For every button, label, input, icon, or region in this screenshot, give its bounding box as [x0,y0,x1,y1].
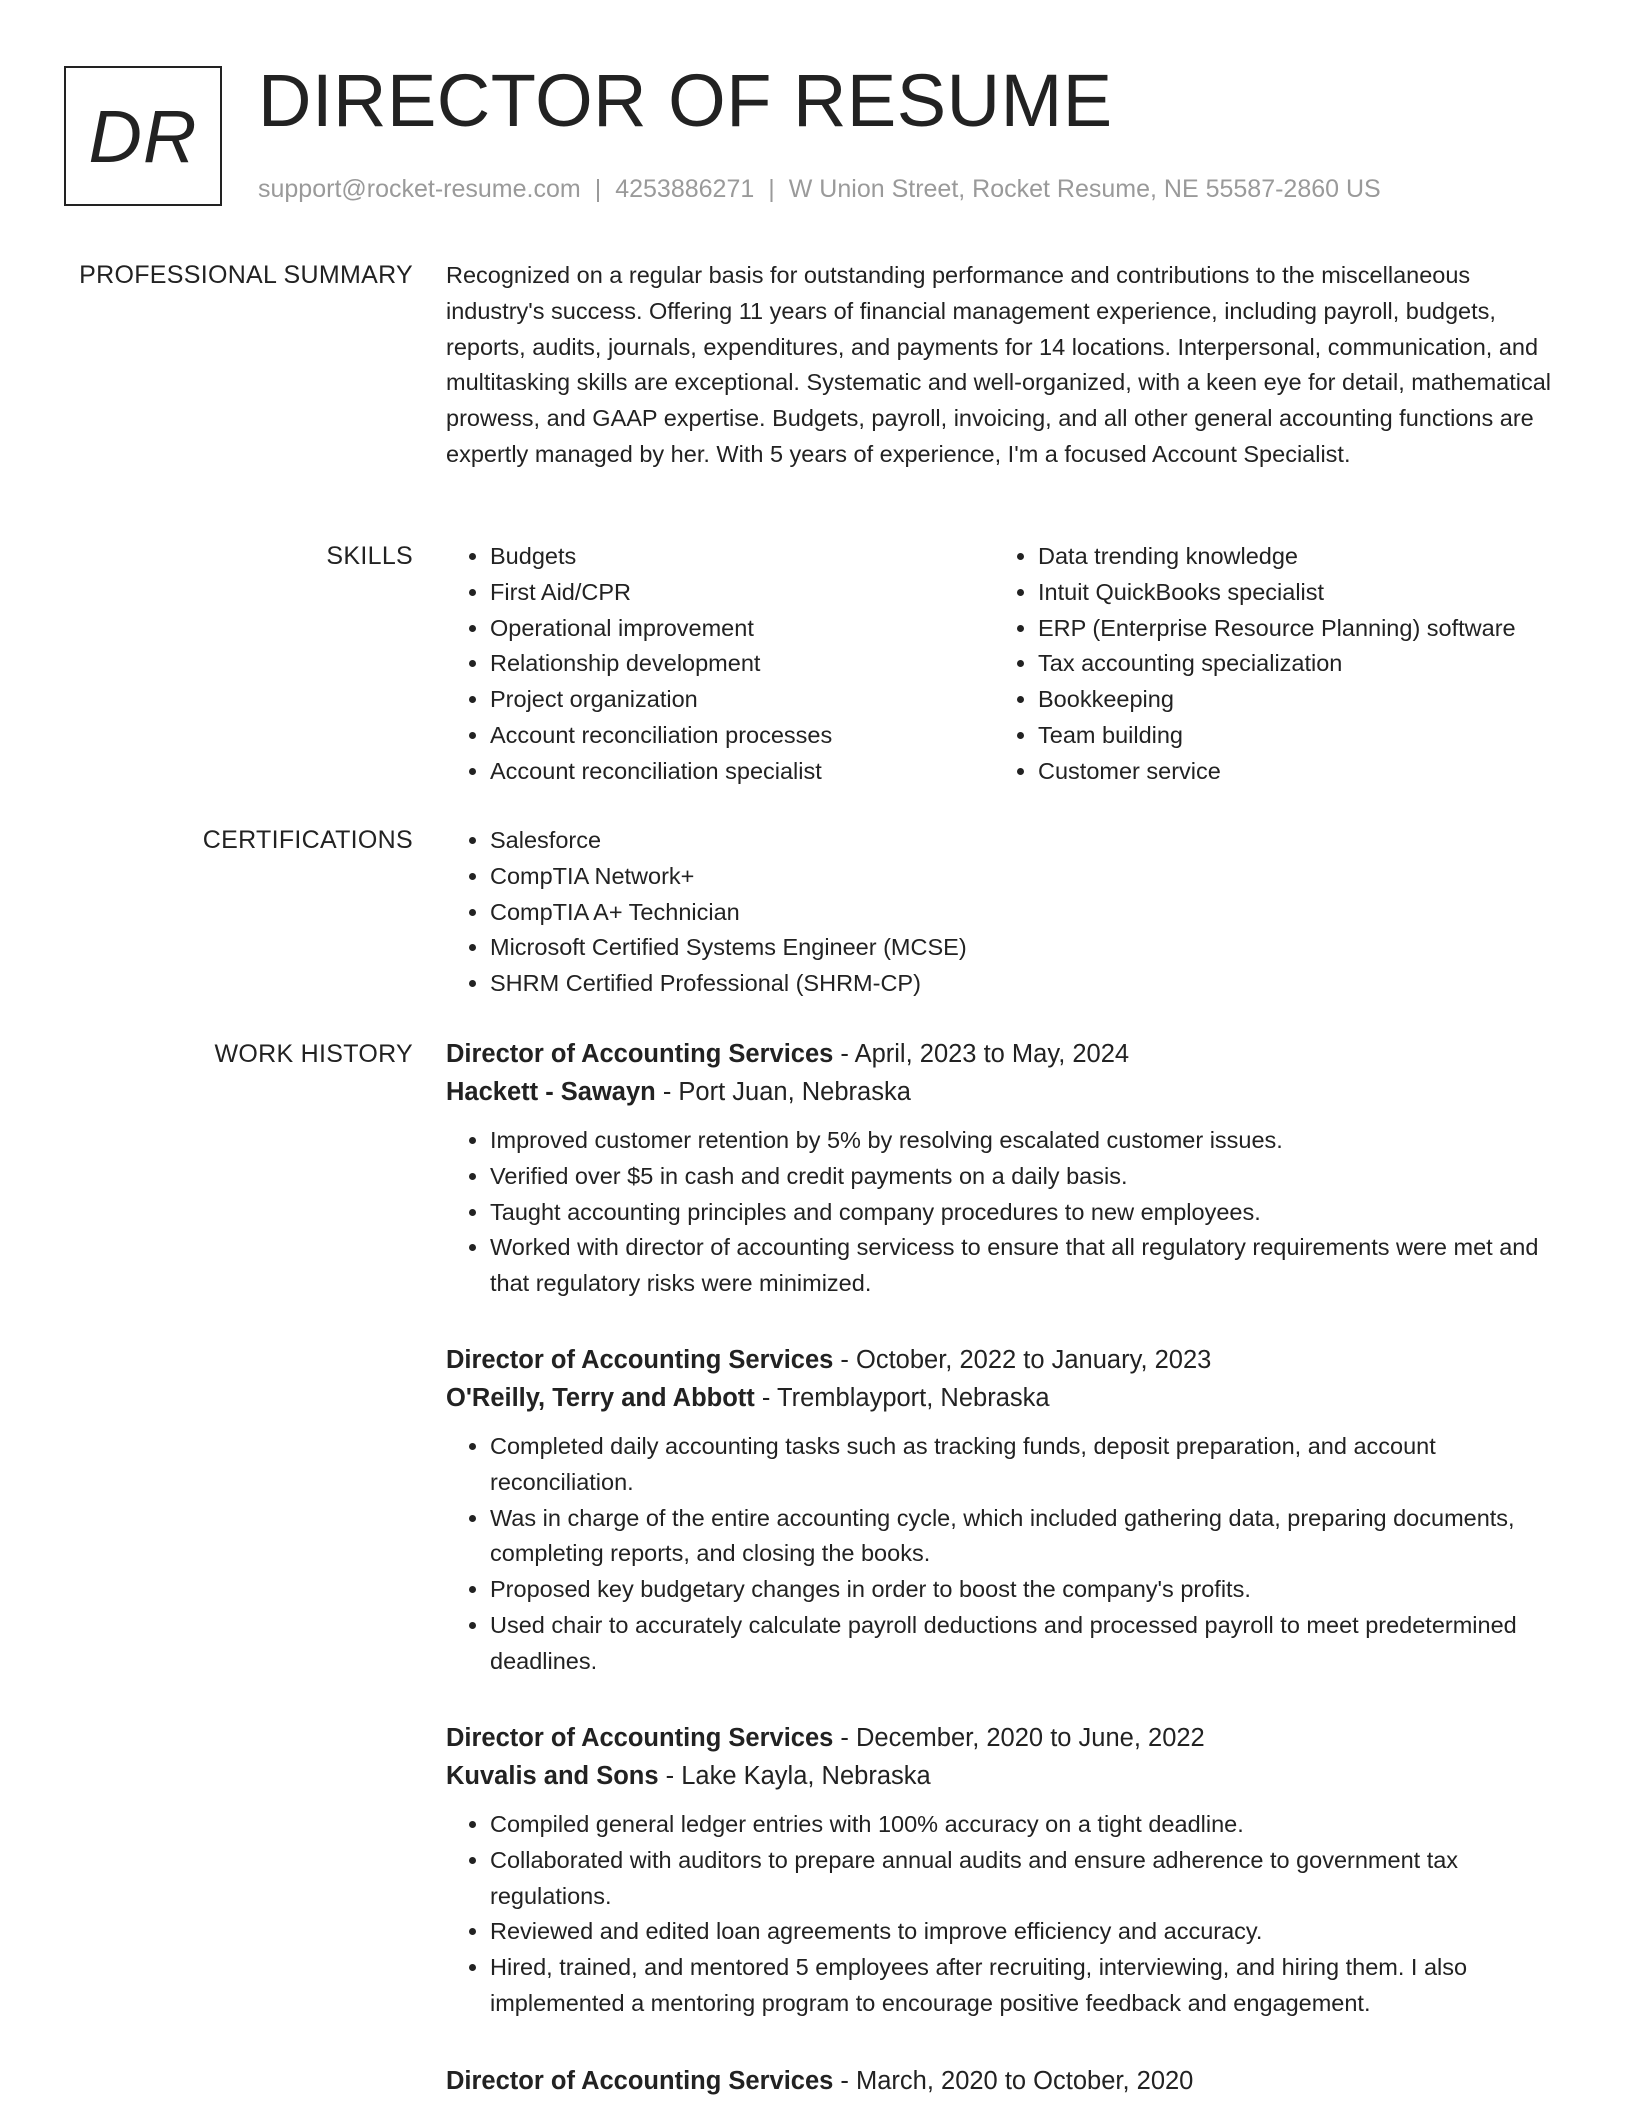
job-bullet: • Was in charge of the entire accounting cycle, which included gathering data, preparing documents, completing reports, and closing the books. [490,1501,1561,1573]
skills-list-left [446,539,994,790]
job-location: - Lake Kayla, Nebraska [658,1762,931,1790]
job-dates: - December, 2020 to June, 2022 [833,1724,1205,1752]
certifications-heading: CERTIFICATIONS [202,826,413,854]
certification-item: • CompTIA A+ Technician [490,895,1561,931]
job-entry [446,1035,1561,1302]
certification-item: • SHRM Certified Professional (SHRM-CP) [490,966,1561,1002]
skill-item: • Data trending knowledge [1038,539,1516,575]
certification-item: • Salesforce [490,823,1561,859]
summary-text: Recognized on a regular basis for outstanding performance and contributions to the miscellaneous industry's success. Offering 11 years of financial management experience, including payroll, budgets, reports, audits, journals, expenditures, and payments for 14 locations. Interpersonal, communication, and multitasking skills are exceptional. Systematic and well-organized, with a keen eye for detail, mathematical prowess, and GAAP expertise. Budgets, payroll, invoicing, and all other general accounting functions are expertly managed by her. With 5 years of experience, I'm a focused Account Specialist. [446,262,1552,467]
job-bullets [446,1123,1561,1302]
job-bullet: • Worked with director of accounting servicess to ensure that all regulatory requirements were met and that regulatory risks were minimized. [490,1230,1561,1302]
job-title-line [446,1719,1561,1757]
contact-separator: | [594,175,602,203]
skill-item: • Budgets [490,539,994,575]
certification-item: • Microsoft Certified Systems Engineer (MCSE) [490,930,1561,966]
job-dates: - March, 2020 to October, 2020 [833,2067,1194,2095]
contact-line [258,174,1381,204]
skills-heading: SKILLS [326,542,413,570]
job-bullet: • Completed daily accounting tasks such as tracking funds, deposit preparation, and account reconciliation. [490,1429,1561,1501]
contact-phone[interactable]: 4253886271 [615,175,755,203]
job-dates: - April, 2023 to May, 2024 [833,1040,1130,1068]
job-company: Kuvalis and Sons [446,1762,659,1790]
job-bullet: • Proposed key budgetary changes in order to boost the company's profits. [490,1572,1561,1608]
job-location: - Tremblayport, Nebraska [754,1384,1050,1412]
certification-item: • CompTIA Network+ [490,859,1561,895]
job-bullet: • Hired, trained, and mentored 5 employees after recruiting, interviewing, and hiring them. I also implemented a mentoring program to encourage positive feedback and engagement. [490,1950,1561,2022]
job-company: O'Reilly, Terry and Abbott [446,1384,755,1412]
job-company-line [446,1757,1561,1795]
skill-item: • Customer service [1038,754,1516,790]
job-location: - Port Juan, Nebraska [655,1078,911,1106]
skill-item: • Relationship development [490,646,994,682]
job-bullet: • Taught accounting principles and company procedures to new employees. [490,1195,1561,1231]
job-company-line [446,1073,1561,1111]
job-title: Director of Accounting Services [446,1346,834,1374]
job-company-line [446,1379,1561,1417]
contact-separator: | [768,175,775,203]
job-dates: - October, 2022 to January, 2023 [833,1346,1212,1374]
skill-item: • Team building [1038,718,1516,754]
contact-address: W Union Street, Rocket Resume, NE 55587-2860 US [788,175,1381,203]
skill-item: • Operational improvement [490,611,994,647]
job-title: Director of Accounting Services [446,2067,834,2095]
job-bullet: • Used chair to accurately calculate payroll deductions and processed payroll to meet predetermined deadlines. [490,1608,1561,1680]
skill-item: • Tax accounting specialization [1038,646,1516,682]
job-title: Director of Accounting Services [446,1040,834,1068]
job-bullet: • Collaborated with auditors to prepare annual audits and ensure adherence to government tax regulations. [490,1843,1561,1915]
skills-columns [446,539,1561,790]
certifications-body [446,823,1561,1002]
skill-item: • Project organization [490,682,994,718]
skill-item: • ERP (Enterprise Resource Planning) software [1038,611,1516,647]
job-bullet: • Improved customer retention by 5% by resolving escalated customer issues. [490,1123,1561,1159]
job-bullet: • Compiled general ledger entries with 100% accuracy on a tight deadline. [490,1807,1561,1843]
job-entry [446,1341,1561,1680]
skill-item: • Account reconciliation processes [490,718,994,754]
job-bullets [446,1807,1561,2022]
job-title-line [446,1341,1561,1379]
job-company: Hackett - Sawayn [446,1078,656,1106]
job-bullets [446,1429,1561,1680]
skill-item: • Bookkeeping [1038,682,1516,718]
monogram-logo: DR [64,66,222,206]
job-bullet: • Verified over $5 in cash and credit payments on a daily basis. [490,1159,1561,1195]
resume-name: DIRECTOR OF RESUME [258,59,1113,142]
job-title-line [446,1035,1561,1073]
skill-item: • Intuit QuickBooks specialist [1038,575,1516,611]
work-history-heading: WORK HISTORY [214,1040,413,1068]
job-entry [446,1719,1561,2022]
job-title: Director of Accounting Services [446,1724,834,1752]
contact-email[interactable]: support@rocket-resume.com [258,175,581,203]
skill-item: • First Aid/CPR [490,575,994,611]
summary-heading: PROFESSIONAL SUMMARY [79,261,413,289]
skills-list-right [994,539,1516,790]
job-title-line [446,2062,1561,2100]
skill-item: • Account reconciliation specialist [490,754,994,790]
job-bullet: • Reviewed and edited loan agreements to improve efficiency and accuracy. [490,1914,1561,1950]
job-entry [446,2062,1561,2100]
certifications-list [446,823,1561,1002]
